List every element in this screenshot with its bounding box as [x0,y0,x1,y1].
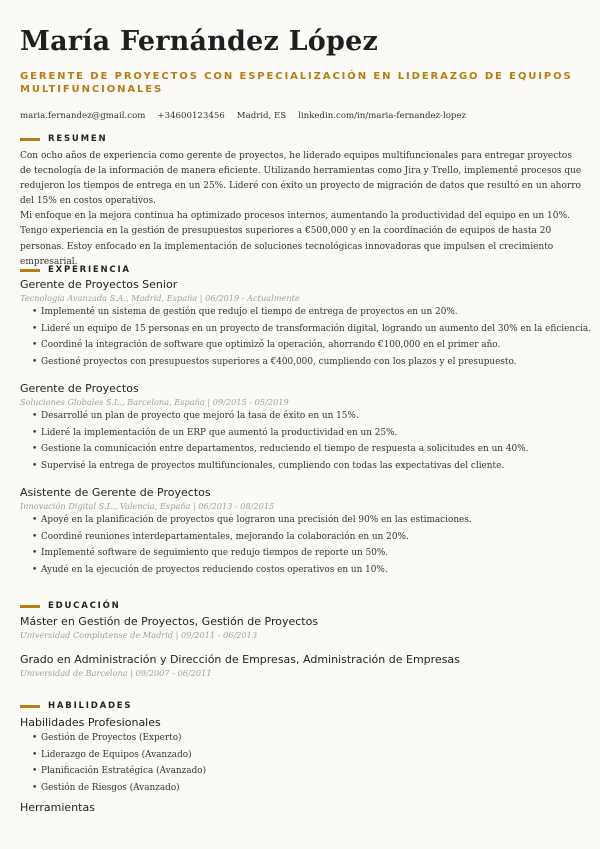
section-heading-label: RESUMEN [48,134,108,144]
contact-info [20,110,466,122]
degree-meta: Universidad de Barcelona | 09/2007 - 06/2011 [20,668,212,678]
heading-accent-bar [20,269,40,272]
education-entry [20,615,318,641]
section-heading-label: EDUCACIÓN [48,601,121,611]
list-item: • Gestione la comunicación entre departamentos, reduciendo el tiempo de respuesta a solicitudes en un 40%. [32,441,528,458]
job-title: Asistente de Gerente de Proyectos [20,486,211,499]
job-entry [20,486,472,578]
section-heading-label: HABILIDADES [48,701,133,711]
heading-accent-bar [20,605,40,608]
list-item: • Ayudé en la ejecución de proyectos reduciendo costos operativos en un 10%. [32,562,472,579]
education-entry [20,653,460,679]
job-title: Gerente de Proyectos [20,382,139,395]
list-item: • Implementé software de seguimiento que redujo tiempos de reporte un 50%. [32,545,472,562]
section-heading-experience [20,264,131,276]
degree-meta: Universidad Complutense de Madrid | 09/2011 - 06/2013 [20,630,258,640]
section-heading-summary [20,133,107,145]
job-bullets [20,408,528,474]
list-item: • Coordiné reuniones interdepartamentales, mejorando la colaboración en un 20%. [32,529,472,546]
job-bullets [20,512,472,578]
list-item: • Liderazgo de Equipos (Avanzado) [32,747,206,764]
skills-group-title: Habilidades Profesionales [20,716,161,729]
skills-tools [20,801,95,815]
contact-email[interactable]: maria.fernandez@gmail.com [20,111,146,121]
candidate-name: María Fernández López [20,26,378,57]
list-item: • Supervisé la entrega de proyectos multifuncionales, cumpliendo con todas las expectativas del cliente. [32,458,528,475]
job-entry [20,278,591,370]
job-meta: Tecnología Avanzada S.A., Madrid, España | 06/2019 - Actualmente [20,293,300,303]
list-item: • Apoyé en la planificación de proyectos que lograron una precisión del 90% en las estimaciones. [32,512,472,529]
contact-phone[interactable]: +34600123456 [157,111,225,121]
job-meta: Innovación Digital S.L., Valencia, España | 06/2013 - 08/2015 [20,501,275,511]
list-item: • Gestión de Riesgos (Avanzado) [32,780,206,797]
job-bullets [20,304,591,370]
job-meta: Soluciones Globales S.L., Barcelona, España | 09/2015 - 05/2019 [20,397,289,407]
list-item: • Gestioné proyectos con presupuestos superiores a €400,000, cumpliendo con los plazos y el presupuesto. [32,354,591,371]
skills-professional [20,716,206,796]
list-item: • Coordiné la integración de software que optimizó la operación, ahorrando €100,000 en el primer año. [32,337,591,354]
list-item: • Planificación Estratégica (Avanzado) [32,763,206,780]
heading-accent-bar [20,138,40,141]
heading-accent-bar [20,705,40,708]
degree-title: Máster en Gestión de Proyectos, Gestión de Proyectos [20,615,319,628]
summary-paragraph-1: Con ocho años de experiencia como gerente de proyectos, he liderado equipos multifuncionales para entregar proyectos de tecnología de la información de manera eficiente. Utilizando herramientas como Jira y Trello, implementé procesos que redujeron los tiempos de entrega en un 25%. Lideré con éxito un proyecto de migración de datos que resultó en un ahorro del 15% en costos operativos. [20,151,582,207]
contact-location: Madrid, ES [236,111,287,121]
job-title: Gerente de Proyectos Senior [20,278,178,291]
job-entry [20,382,528,474]
summary-paragraph-2: Mi enfoque en la mejora continua ha optimizado procesos internos, aumentando la productividad del equipo en un 10%. Tengo experiencia en la gestión de presupuestos superiores a €500,000 y en la coordinación de equipos de hasta 20 personas. Estoy enfocado en la implementación de soluciones tecnológicas innovadoras que impulsen el crecimiento empresarial. [20,211,570,267]
list-item: • Lideré un equipo de 15 personas en un proyecto de transformación digital, logrando un aumento del 30% en la eficiencia. [32,321,591,338]
list-item: • Gestión de Proyectos (Experto) [32,730,206,747]
summary-text [20,149,585,270]
section-heading-skills [20,700,132,712]
section-heading-label: EXPERIENCIA [48,265,131,275]
list-item: • Desarrollé un plan de proyecto que mejoró la tasa de éxito en un 15%. [32,408,528,425]
skills-list [20,730,206,796]
degree-title: Grado en Administración y Dirección de Empresas, Administración de Empresas [20,653,460,666]
contact-linkedin[interactable]: linkedin.com/in/maria-fernandez-lopez [298,111,467,121]
list-item: • Implementé un sistema de gestión que redujo el tiempo de entrega de proyectos en un 20%. [32,304,591,321]
candidate-title: GERENTE DE PROYECTOS CON ESPECIALIZACIÓN EN LIDERAZGO DE EQUIPOS MULTIFUNCIONALES [20,71,573,95]
list-item: • Lideré la implementación de un ERP que aumentó la productividad en un 25%. [32,425,528,442]
section-heading-education [20,600,121,612]
skills-group-title: Herramientas [20,801,95,814]
